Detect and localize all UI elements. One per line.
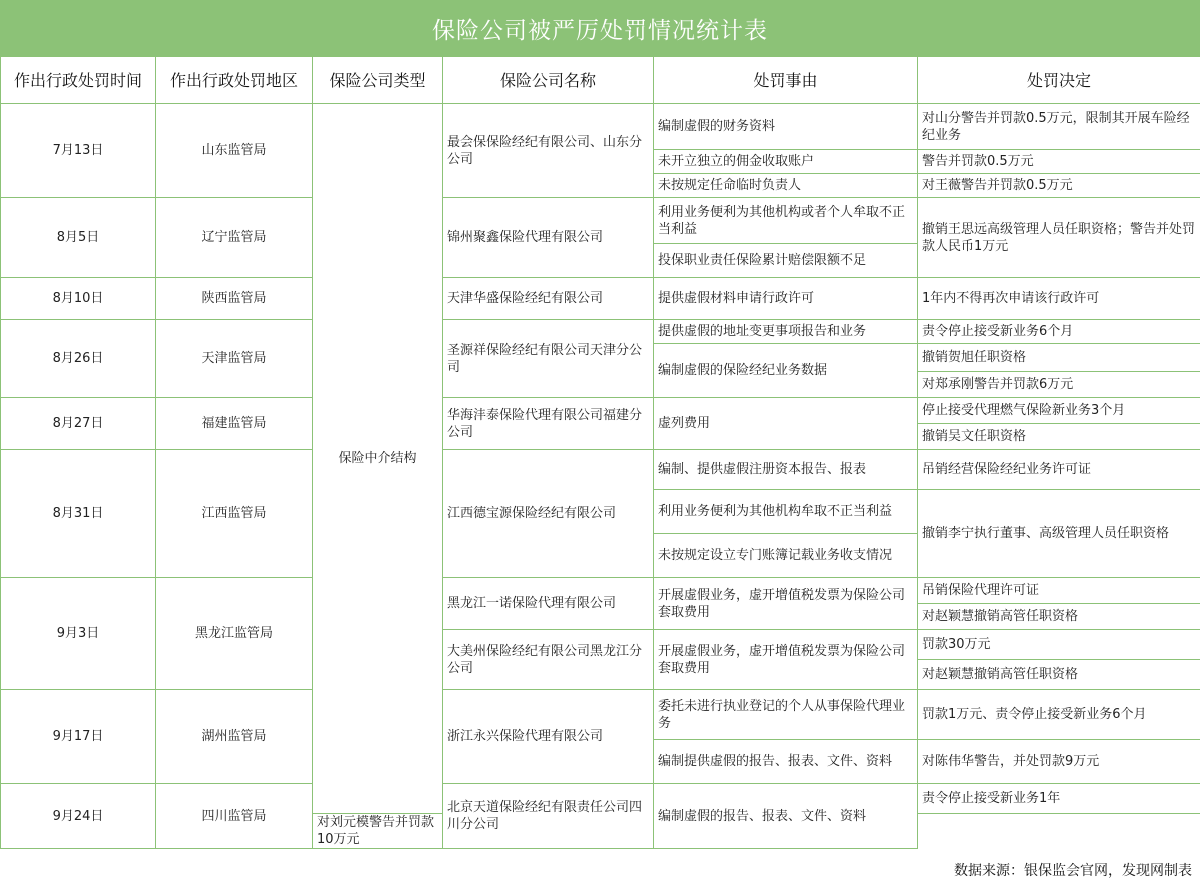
decision-cell: 罚款30万元 — [918, 630, 1200, 660]
decision-cell: 吊销保险代理许可证 — [918, 578, 1200, 604]
table-row — [1, 104, 1200, 150]
date-cell: 9月17日 — [1, 690, 156, 784]
table-row — [1, 784, 1200, 814]
region-cell: 福建监管局 — [156, 398, 313, 450]
region-cell: 天津监管局 — [156, 320, 313, 398]
region-cell: 陕西监管局 — [156, 278, 313, 320]
region-cell: 山东监管局 — [156, 104, 313, 198]
reason-cell: 开展虚假业务，虚开增值税发票为保险公司套取费用 — [654, 630, 918, 690]
table-row — [1, 578, 1200, 604]
reason-cell: 投保职业责任保险累计赔偿限额不足 — [654, 244, 918, 278]
reason-cell: 开展虚假业务，虚开增值税发票为保险公司套取费用 — [654, 578, 918, 630]
reason-cell: 编制提供虚假的报告、报表、文件、资料 — [654, 740, 918, 784]
reason-cell: 编制虚假的保险经纪业务数据 — [654, 344, 918, 398]
decision-cell: 对陈伟华警告，并处罚款9万元 — [918, 740, 1200, 784]
header-decision: 处罚决定 — [918, 57, 1200, 104]
reason-cell: 提供虚假材料申请行政许可 — [654, 278, 918, 320]
decision-cell: 对王薇警告并罚款0.5万元 — [918, 174, 1200, 198]
date-cell: 8月10日 — [1, 278, 156, 320]
date-cell: 9月3日 — [1, 578, 156, 690]
reason-cell: 未按规定设立专门账簿记载业务收支情况 — [654, 534, 918, 578]
company-cell: 华海沣泰保险代理有限公司福建分公司 — [443, 398, 654, 450]
reason-cell: 提供虚假的地址变更事项报告和业务 — [654, 320, 918, 344]
company-cell: 北京天道保险经纪有限责任公司四川分公司 — [443, 784, 654, 849]
region-cell: 四川监管局 — [156, 784, 313, 849]
date-cell: 9月24日 — [1, 784, 156, 849]
table-row — [1, 690, 1200, 740]
penalty-table — [0, 56, 1200, 849]
company-cell: 最会保保险经纪有限公司、山东分公司 — [443, 104, 654, 198]
company-cell: 江西德宝源保险经纪有限公司 — [443, 450, 654, 578]
header-region: 作出行政处罚地区 — [156, 57, 313, 104]
date-cell: 8月27日 — [1, 398, 156, 450]
company-cell: 大美州保险经纪有限公司黑龙江分公司 — [443, 630, 654, 690]
date-cell: 8月5日 — [1, 198, 156, 278]
decision-cell: 罚款1万元、责令停止接受新业务6个月 — [918, 690, 1200, 740]
decision-cell: 对赵颖慧撤销高管任职资格 — [918, 660, 1200, 690]
company-type-cell: 保险中介结构 — [313, 104, 443, 814]
decision-cell: 停止接受代理燃气保险新业务3个月 — [918, 398, 1200, 424]
decision-cell: 撤销贺旭任职资格 — [918, 344, 1200, 372]
table-row — [1, 320, 1200, 344]
region-cell: 黑龙江监管局 — [156, 578, 313, 690]
reason-cell: 利用业务便利为其他机构或者个人牟取不正当利益 — [654, 198, 918, 244]
header-date: 作出行政处罚时间 — [1, 57, 156, 104]
table-title: 保险公司被严厉处罚情况统计表 — [0, 0, 1200, 56]
data-source-note: 数据来源：银保监会官网，发现网制表 — [954, 863, 1192, 879]
decision-cell: 撤销王思远高级管理人员任职资格；警告并处罚款人民币1万元 — [918, 198, 1200, 278]
reason-cell: 利用业务便利为其他机构牟取不正当利益 — [654, 490, 918, 534]
decision-cell: 责令停止接受新业务1年 — [918, 784, 1200, 814]
company-cell: 浙江永兴保险代理有限公司 — [443, 690, 654, 784]
decision-cell: 撤销李宁执行董事、高级管理人员任职资格 — [918, 490, 1200, 578]
region-cell: 江西监管局 — [156, 450, 313, 578]
company-cell: 圣源祥保险经纪有限公司天津分公司 — [443, 320, 654, 398]
header-type: 保险公司类型 — [313, 57, 443, 104]
company-cell: 天津华盛保险经纪有限公司 — [443, 278, 654, 320]
header-row — [1, 57, 1200, 104]
decision-cell: 撤销吴文任职资格 — [918, 424, 1200, 450]
decision-cell: 1年内不得再次申请该行政许可 — [918, 278, 1200, 320]
company-cell: 黑龙江一诺保险代理有限公司 — [443, 578, 654, 630]
table-row — [1, 398, 1200, 424]
reason-cell: 未按规定任命临时负责人 — [654, 174, 918, 198]
header-company: 保险公司名称 — [443, 57, 654, 104]
date-cell: 7月13日 — [1, 104, 156, 198]
table-row — [1, 450, 1200, 490]
reason-cell: 编制、提供虚假注册资本报告、报表 — [654, 450, 918, 490]
table-row — [1, 278, 1200, 320]
reason-cell: 编制虚假的报告、报表、文件、资料 — [654, 784, 918, 849]
reason-cell: 编制虚假的财务资料 — [654, 104, 918, 150]
reason-cell: 委托未进行执业登记的个人从事保险代理业务 — [654, 690, 918, 740]
decision-cell: 责令停止接受新业务6个月 — [918, 320, 1200, 344]
date-cell: 8月26日 — [1, 320, 156, 398]
decision-cell: 对赵颖慧撤销高管任职资格 — [918, 604, 1200, 630]
date-cell: 8月31日 — [1, 450, 156, 578]
reason-cell: 虚列费用 — [654, 398, 918, 450]
table-row — [1, 198, 1200, 244]
decision-cell: 对刘元模警告并罚款10万元 — [313, 814, 443, 849]
reason-cell: 未开立独立的佣金收取账户 — [654, 150, 918, 174]
decision-cell: 对山分警告并罚款0.5万元，限制其开展车险经纪业务 — [918, 104, 1200, 150]
decision-cell: 警告并罚款0.5万元 — [918, 150, 1200, 174]
region-cell: 辽宁监管局 — [156, 198, 313, 278]
decision-cell: 吊销经营保险经纪业务许可证 — [918, 450, 1200, 490]
decision-cell: 对郑承刚警告并罚款6万元 — [918, 372, 1200, 398]
region-cell: 湖州监管局 — [156, 690, 313, 784]
company-cell: 锦州聚鑫保险代理有限公司 — [443, 198, 654, 278]
header-reason: 处罚事由 — [654, 57, 918, 104]
